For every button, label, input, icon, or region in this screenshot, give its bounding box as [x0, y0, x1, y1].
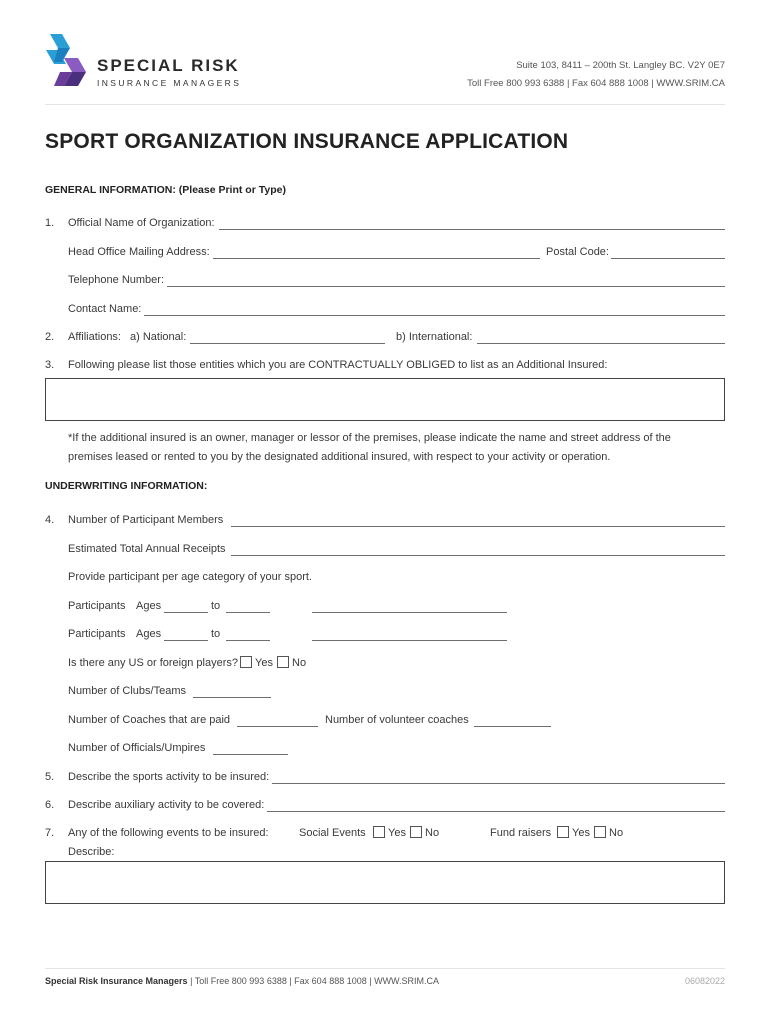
footer-contact: | Toll Free 800 993 6388 | Fax 604 888 1008 | WWW.SRIM.CA	[190, 976, 440, 986]
age-to-field-1[interactable]	[226, 612, 270, 613]
international-field[interactable]	[477, 343, 725, 344]
logo-mark-icon	[44, 32, 94, 90]
events-label: Any of the following events to be insured:	[68, 827, 269, 839]
participant-members-field[interactable]	[231, 526, 725, 527]
postal-code-field[interactable]	[611, 258, 725, 259]
q5-number: 5.	[45, 771, 55, 783]
us-foreign-label: Is there any US or foreign players?	[68, 657, 238, 669]
head-office-label: Head Office Mailing Address:	[68, 246, 210, 258]
international-label: b) International:	[396, 331, 473, 343]
social-events-no-checkbox[interactable]	[410, 826, 422, 838]
participants-label-2: Participants	[68, 628, 126, 640]
auxiliary-activity-field[interactable]	[267, 811, 725, 812]
coaches-paid-label: Number of Coaches that are paid	[68, 714, 231, 726]
social-events-yes-label: Yes	[388, 827, 406, 839]
head-office-field[interactable]	[213, 258, 540, 259]
to-label-1: to	[211, 600, 221, 612]
fund-raisers-no-checkbox[interactable]	[594, 826, 606, 838]
us-foreign-no-checkbox[interactable]	[277, 656, 289, 668]
footer-company-name: Special Risk Insurance Managers	[45, 976, 188, 986]
affiliations-label: Affiliations:	[68, 331, 121, 343]
q7-number: 7.	[45, 827, 55, 839]
q6-number: 6.	[45, 799, 55, 811]
header-divider	[45, 104, 725, 105]
fund-raisers-no-label: No	[609, 827, 624, 839]
official-name-label: Official Name of Organization:	[68, 217, 215, 229]
annual-receipts-field[interactable]	[231, 555, 725, 556]
sports-activity-field[interactable]	[272, 783, 725, 784]
ages-label-2: Ages	[136, 628, 162, 640]
auxiliary-activity-label: Describe auxiliary activity to be covered:	[68, 799, 265, 811]
additional-insured-label: Following please list those entities which you are CONTRACTUALLY OBLIGED to list as an Additional Insured:	[68, 359, 608, 371]
additional-insured-textbox[interactable]	[45, 378, 725, 421]
fund-raisers-yes-checkbox[interactable]	[557, 826, 569, 838]
fund-raisers-yes-label: Yes	[572, 827, 590, 839]
participant-members-label: Number of Participant Members	[68, 514, 224, 526]
social-events-label: Social Events	[299, 827, 366, 839]
telephone-field[interactable]	[167, 286, 725, 287]
q3-number: 3.	[45, 359, 55, 371]
volunteer-coaches-field[interactable]	[474, 726, 551, 727]
coaches-paid-field[interactable]	[237, 726, 318, 727]
participants-label-1: Participants	[68, 600, 126, 612]
form-code: 06082022	[684, 976, 725, 986]
footer-contact-line	[45, 976, 439, 986]
annual-receipts-label: Estimated Total Annual Receipts	[68, 543, 226, 555]
describe-label: Describe:	[68, 846, 115, 858]
to-label-2: to	[211, 628, 221, 640]
sports-activity-label: Describe the sports activity to be insured:	[68, 771, 270, 783]
clubs-teams-label: Number of Clubs/Teams	[68, 685, 186, 697]
official-name-field[interactable]	[219, 229, 725, 230]
general-info-heading: GENERAL INFORMATION: (Please Print or Type)	[45, 184, 286, 196]
brand-name: SPECIAL RISK	[97, 56, 240, 75]
header-address: Suite 103, 8411 – 200th St. Langley BC. V2Y 0E7	[516, 60, 725, 71]
age-from-field-1[interactable]	[164, 612, 208, 613]
telephone-label: Telephone Number:	[68, 274, 165, 286]
national-label: a) National:	[130, 331, 187, 343]
additional-insured-note-line1: *If the additional insured is an owner, manager or lessor of the premises, please indicate the name and street address of the	[68, 432, 671, 444]
clubs-teams-field[interactable]	[193, 697, 271, 698]
fund-raisers-label: Fund raisers	[490, 827, 552, 839]
participant-count-field-2[interactable]	[312, 640, 507, 641]
events-describe-textbox[interactable]	[45, 861, 725, 904]
us-foreign-no-label: No	[292, 657, 307, 669]
social-events-yes-checkbox[interactable]	[373, 826, 385, 838]
contact-name-field[interactable]	[144, 315, 725, 316]
q1-number: 1.	[45, 217, 55, 229]
national-field[interactable]	[190, 343, 385, 344]
underwriting-heading: UNDERWRITING INFORMATION:	[45, 480, 208, 492]
officials-label: Number of Officials/Umpires	[68, 742, 206, 754]
postal-code-label: Postal Code:	[546, 246, 609, 258]
header-contact: Toll Free 800 993 6388 | Fax 604 888 1008 | WWW.SRIM.CA	[467, 78, 725, 89]
age-from-field-2[interactable]	[164, 640, 208, 641]
footer-divider	[45, 968, 725, 969]
officials-field[interactable]	[213, 754, 288, 755]
page-title: SPORT ORGANIZATION INSURANCE APPLICATION	[45, 130, 569, 153]
contact-name-label: Contact Name:	[68, 303, 142, 315]
us-foreign-yes-label: Yes	[255, 657, 273, 669]
additional-insured-note-line2: premises leased or rented to you by the designated additional insured, with respect to your activity or operation.	[68, 451, 611, 463]
social-events-no-label: No	[425, 827, 440, 839]
ages-label-1: Ages	[136, 600, 162, 612]
brand-subtitle: INSURANCE MANAGERS	[97, 78, 242, 88]
volunteer-coaches-label: Number of volunteer coaches	[325, 714, 469, 726]
age-to-field-2[interactable]	[226, 640, 270, 641]
us-foreign-yes-checkbox[interactable]	[240, 656, 252, 668]
q2-number: 2.	[45, 331, 55, 343]
per-age-label: Provide participant per age category of your sport.	[68, 571, 312, 583]
participant-count-field-1[interactable]	[312, 612, 507, 613]
q4-number: 4.	[45, 514, 55, 526]
